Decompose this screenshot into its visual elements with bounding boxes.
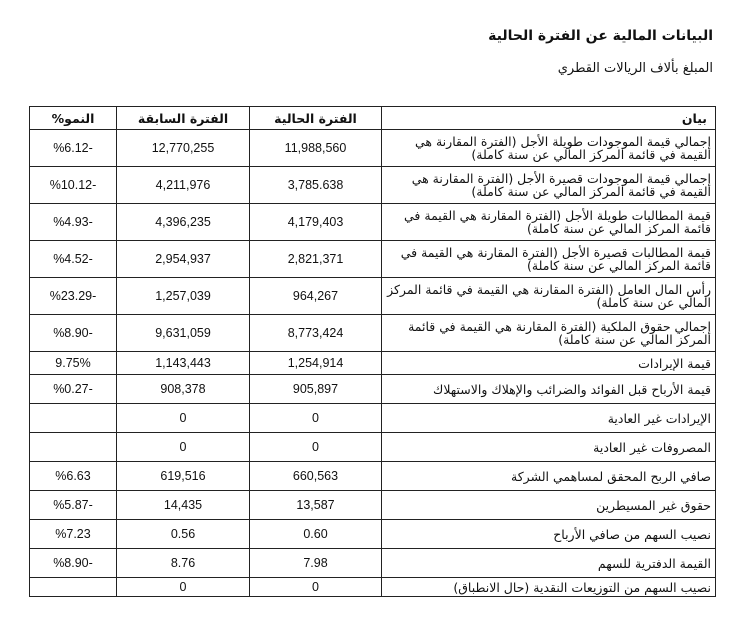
growth-value: %8.90- bbox=[30, 315, 117, 352]
row-description: نصيب السهم من صافي الأرباح bbox=[382, 520, 716, 549]
header-previous-period: الفترة السابقة bbox=[117, 107, 250, 130]
growth-value: %6.12- bbox=[30, 130, 117, 167]
table-row bbox=[30, 204, 716, 241]
currency-note: المبلغ بألاف الريالات القطري bbox=[557, 61, 713, 76]
table-header-row bbox=[30, 107, 716, 130]
table-row bbox=[30, 549, 716, 578]
current-value: 964,267 bbox=[250, 278, 382, 315]
current-value: 8,773,424 bbox=[250, 315, 382, 352]
current-value: 0 bbox=[250, 404, 382, 433]
current-value: 3,785.638 bbox=[250, 167, 382, 204]
current-value: 660,563 bbox=[250, 462, 382, 491]
growth-value: %10.12- bbox=[30, 167, 117, 204]
current-value: 1,254,914 bbox=[250, 352, 382, 375]
growth-value: %7.23 bbox=[30, 520, 117, 549]
row-description: إجمالي قيمة الموجودات طويلة الأجل (الفترة المقارنة هي القيمة في قائمة المركز المالي عن سنة كاملة) bbox=[382, 130, 716, 167]
growth-value bbox=[30, 433, 117, 462]
row-description: حقوق غير المسيطرين bbox=[382, 491, 716, 520]
previous-value: 8.76 bbox=[117, 549, 250, 578]
growth-value bbox=[30, 578, 117, 597]
current-value: 11,988,560 bbox=[250, 130, 382, 167]
table-row bbox=[30, 404, 716, 433]
previous-value: 1,143,443 bbox=[117, 352, 250, 375]
current-value: 905,897 bbox=[250, 375, 382, 404]
current-value: 0 bbox=[250, 433, 382, 462]
growth-value: %8.90- bbox=[30, 549, 117, 578]
row-description: إجمالي قيمة الموجودات قصيرة الأجل (الفترة المقارنة هي القيمة في قائمة المركز المالي عن سنة كاملة) bbox=[382, 167, 716, 204]
previous-value: 0.56 bbox=[117, 520, 250, 549]
previous-value: 619,516 bbox=[117, 462, 250, 491]
row-description: نصيب السهم من التوزيعات النقدية (حال الانطباق) bbox=[382, 578, 716, 597]
table-row bbox=[30, 167, 716, 204]
row-description: الإيرادات غير العادية bbox=[382, 404, 716, 433]
header-current-period: الفترة الحالية bbox=[250, 107, 382, 130]
table-row bbox=[30, 491, 716, 520]
previous-value: 12,770,255 bbox=[117, 130, 250, 167]
growth-value: %0.27- bbox=[30, 375, 117, 404]
row-description: قيمة الأرباح قبل الفوائد والضرائب والإهلاك والاستهلاك bbox=[382, 375, 716, 404]
table-row bbox=[30, 433, 716, 462]
current-value: 7.98 bbox=[250, 549, 382, 578]
previous-value: 14,435 bbox=[117, 491, 250, 520]
table-row bbox=[30, 352, 716, 375]
growth-value bbox=[30, 404, 117, 433]
current-value: 13,587 bbox=[250, 491, 382, 520]
row-description: إجمالي حقوق الملكية (الفترة المقارنة هي القيمة في قائمة المركز المالي عن سنة كاملة) bbox=[382, 315, 716, 352]
growth-value: %4.93- bbox=[30, 204, 117, 241]
row-description: قيمة الإيرادات bbox=[382, 352, 716, 375]
previous-value: 1,257,039 bbox=[117, 278, 250, 315]
current-value: 4,179,403 bbox=[250, 204, 382, 241]
table-row bbox=[30, 130, 716, 167]
table-row bbox=[30, 241, 716, 278]
header-growth: النمو% bbox=[30, 107, 117, 130]
current-value: 0 bbox=[250, 578, 382, 597]
row-description: قيمة المطالبات قصيرة الأجل (الفترة المقارنة هي القيمة في قائمة المركز المالي عن سنة كاملة) bbox=[382, 241, 716, 278]
table-row bbox=[30, 278, 716, 315]
growth-value: %4.52- bbox=[30, 241, 117, 278]
previous-value: 908,378 bbox=[117, 375, 250, 404]
growth-value: %5.87- bbox=[30, 491, 117, 520]
row-description: قيمة المطالبات طويلة الأجل (الفترة المقارنة هي القيمة في قائمة المركز المالي عن سنة كاملة) bbox=[382, 204, 716, 241]
previous-value: 0 bbox=[117, 433, 250, 462]
previous-value: 9,631,059 bbox=[117, 315, 250, 352]
previous-value: 4,396,235 bbox=[117, 204, 250, 241]
table-row bbox=[30, 315, 716, 352]
previous-value: 0 bbox=[117, 404, 250, 433]
growth-value: 9.75% bbox=[30, 352, 117, 375]
row-description: القيمة الدفترية للسهم bbox=[382, 549, 716, 578]
current-value: 0.60 bbox=[250, 520, 382, 549]
previous-value: 4,211,976 bbox=[117, 167, 250, 204]
previous-value: 2,954,937 bbox=[117, 241, 250, 278]
table-row bbox=[30, 375, 716, 404]
row-description: المصروفات غير العادية bbox=[382, 433, 716, 462]
growth-value: %6.63 bbox=[30, 462, 117, 491]
row-description: رأس المال العامل (الفترة المقارنة هي القيمة في قائمة المركز المالي عن سنة كاملة) bbox=[382, 278, 716, 315]
page-title: البيانات المالية عن الفترة الحالية bbox=[488, 28, 713, 44]
growth-value: %23.29- bbox=[30, 278, 117, 315]
table-row bbox=[30, 462, 716, 491]
table-row bbox=[30, 520, 716, 549]
financial-data-table bbox=[29, 106, 716, 597]
current-value: 2,821,371 bbox=[250, 241, 382, 278]
table-row bbox=[30, 578, 716, 597]
previous-value: 0 bbox=[117, 578, 250, 597]
row-description: صافي الربح المحقق لمساهمي الشركة bbox=[382, 462, 716, 491]
header-description: بيان bbox=[382, 107, 716, 130]
